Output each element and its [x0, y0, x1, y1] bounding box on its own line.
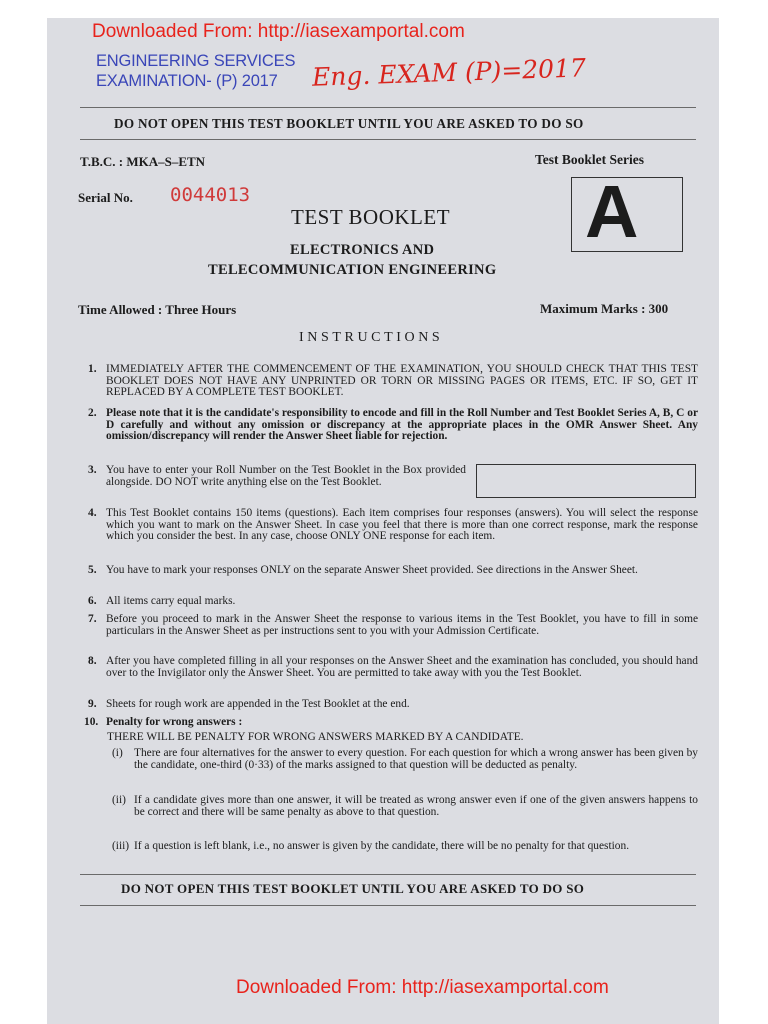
instruction-text: After you have completed filling in all your responses on the Answer Sheet and the examination has concluded, you should hand over to the Invigilator only the Answer Sheet. You are permitted to take away with you the Test Booklet.: [106, 655, 698, 679]
instruction-text: All items carry equal marks.: [106, 595, 236, 607]
booklet-title: TEST BOOKLET: [291, 205, 451, 229]
tbc-code: T.B.C. : MKA–S–ETN: [80, 154, 206, 169]
divider: [80, 905, 696, 906]
instruction-number: 1.: [88, 363, 97, 375]
serial-label: Serial No.: [78, 190, 133, 205]
handwritten-note: Eng. EXAM (P)=2017: [311, 53, 587, 92]
watermark-bottom: Downloaded From: http://iasexamportal.com: [236, 977, 609, 998]
time-allowed: Time Allowed : Three Hours: [78, 302, 237, 317]
instruction-text: Sheets for rough work are appended in the Test Booklet at the end.: [106, 698, 410, 710]
subject-line-2: TELECOMMUNICATION ENGINEERING: [208, 262, 497, 278]
instruction-number: 9.: [88, 698, 97, 710]
instruction-number: 7.: [88, 613, 97, 625]
roll-number-box[interactable]: [476, 464, 696, 498]
serial-number: 0044013: [170, 184, 251, 206]
max-marks: Maximum Marks : 300: [540, 301, 669, 316]
penalty-text: If a candidate gives more than one answer, it will be treated as wrong answer even if one of the given answers happens to be correct and there will be same penalty as above to that question.: [134, 794, 698, 818]
instruction-text: Before you proceed to mark in the Answer Sheet the response to various items in the Test Booklet, you have to fill in some particulars in the Answer Sheet as per instructions sent to you with your Admission Certificate.: [106, 613, 698, 637]
penalty-heading: THERE WILL BE PENALTY FOR WRONG ANSWERS MARKED BY A CANDIDATE.: [107, 731, 524, 743]
penalty-number: (i): [112, 747, 123, 759]
instructions-heading: INSTRUCTIONS: [299, 330, 444, 345]
divider: [80, 139, 696, 140]
penalty-text: If a question is left blank, i.e., no answer is given by the candidate, there will be no penalty for that question.: [134, 840, 630, 852]
instruction-text: This Test Booklet contains 150 items (questions). Each item comprises four responses (answers). You will select the response which you want to mark on the Answer Sheet. In case you feel that there is more than one correct response, mark the response which you consider the best. In any case, choose ONLY ONE response for each item.: [106, 507, 698, 543]
instruction-number: 10.: [84, 716, 99, 728]
instruction-text: Please note that it is the candidate's responsibility to encode and fill in the Roll Number and Test Booklet Series A, B, C or D carefully and without any omission or discrepancy at the appropriate places in the OMR Answer Sheet. Any omission/discrepancy will render the Answer Sheet liable for rejection.: [106, 407, 698, 443]
instruction-text: IMMEDIATELY AFTER THE COMMENCEMENT OF THE EXAMINATION, YOU SHOULD CHECK THAT THIS TEST BOOKLET DOES NOT HAVE ANY UNPRINTED OR TORN OR MISSING PAGES OR ITEMS, ETC. IF SO, GET IT REPLACED BY A COMPLETE TEST BOOKLET.: [106, 363, 698, 399]
instruction-text: Penalty for wrong answers :: [106, 716, 243, 728]
divider: [80, 107, 696, 108]
stamp-line-2: EXAMINATION- (P) 2017: [96, 72, 278, 90]
penalty-number: (ii): [112, 794, 126, 806]
penalty-number: (iii): [112, 840, 130, 852]
instruction-number: 8.: [88, 655, 97, 667]
subject-line-1: ELECTRONICS AND: [290, 242, 435, 258]
banner-bottom: DO NOT OPEN THIS TEST BOOKLET UNTIL YOU ARE ASKED TO DO SO: [121, 881, 585, 896]
instruction-text: You have to mark your responses ONLY on the separate Answer Sheet provided. See directions in the Answer Sheet.: [106, 564, 638, 576]
watermark-top: Downloaded From: http://iasexamportal.com: [92, 21, 465, 42]
penalty-text: There are four alternatives for the answer to every question. For each question for which a wrong answer has been given by the candidate, one-third (0·33) of the marks assigned to that question will be deducted as penalty.: [134, 747, 698, 771]
instruction-text: You have to enter your Roll Number on the Test Booklet in the Box provided alongside. DO NOT write anything else on the Test Booklet.: [106, 464, 466, 488]
divider: [80, 874, 696, 875]
stamp-line-1: ENGINEERING SERVICES: [96, 52, 296, 70]
instruction-number: 2.: [88, 407, 97, 419]
series-letter: A: [585, 170, 639, 253]
instruction-number: 3.: [88, 464, 97, 476]
banner-top: DO NOT OPEN THIS TEST BOOKLET UNTIL YOU ARE ASKED TO DO SO: [114, 116, 584, 131]
series-label: Test Booklet Series: [535, 152, 644, 167]
instruction-number: 5.: [88, 564, 97, 576]
instruction-number: 4.: [88, 507, 97, 519]
instruction-number: 6.: [88, 595, 97, 607]
exam-stamp: [96, 51, 295, 91]
